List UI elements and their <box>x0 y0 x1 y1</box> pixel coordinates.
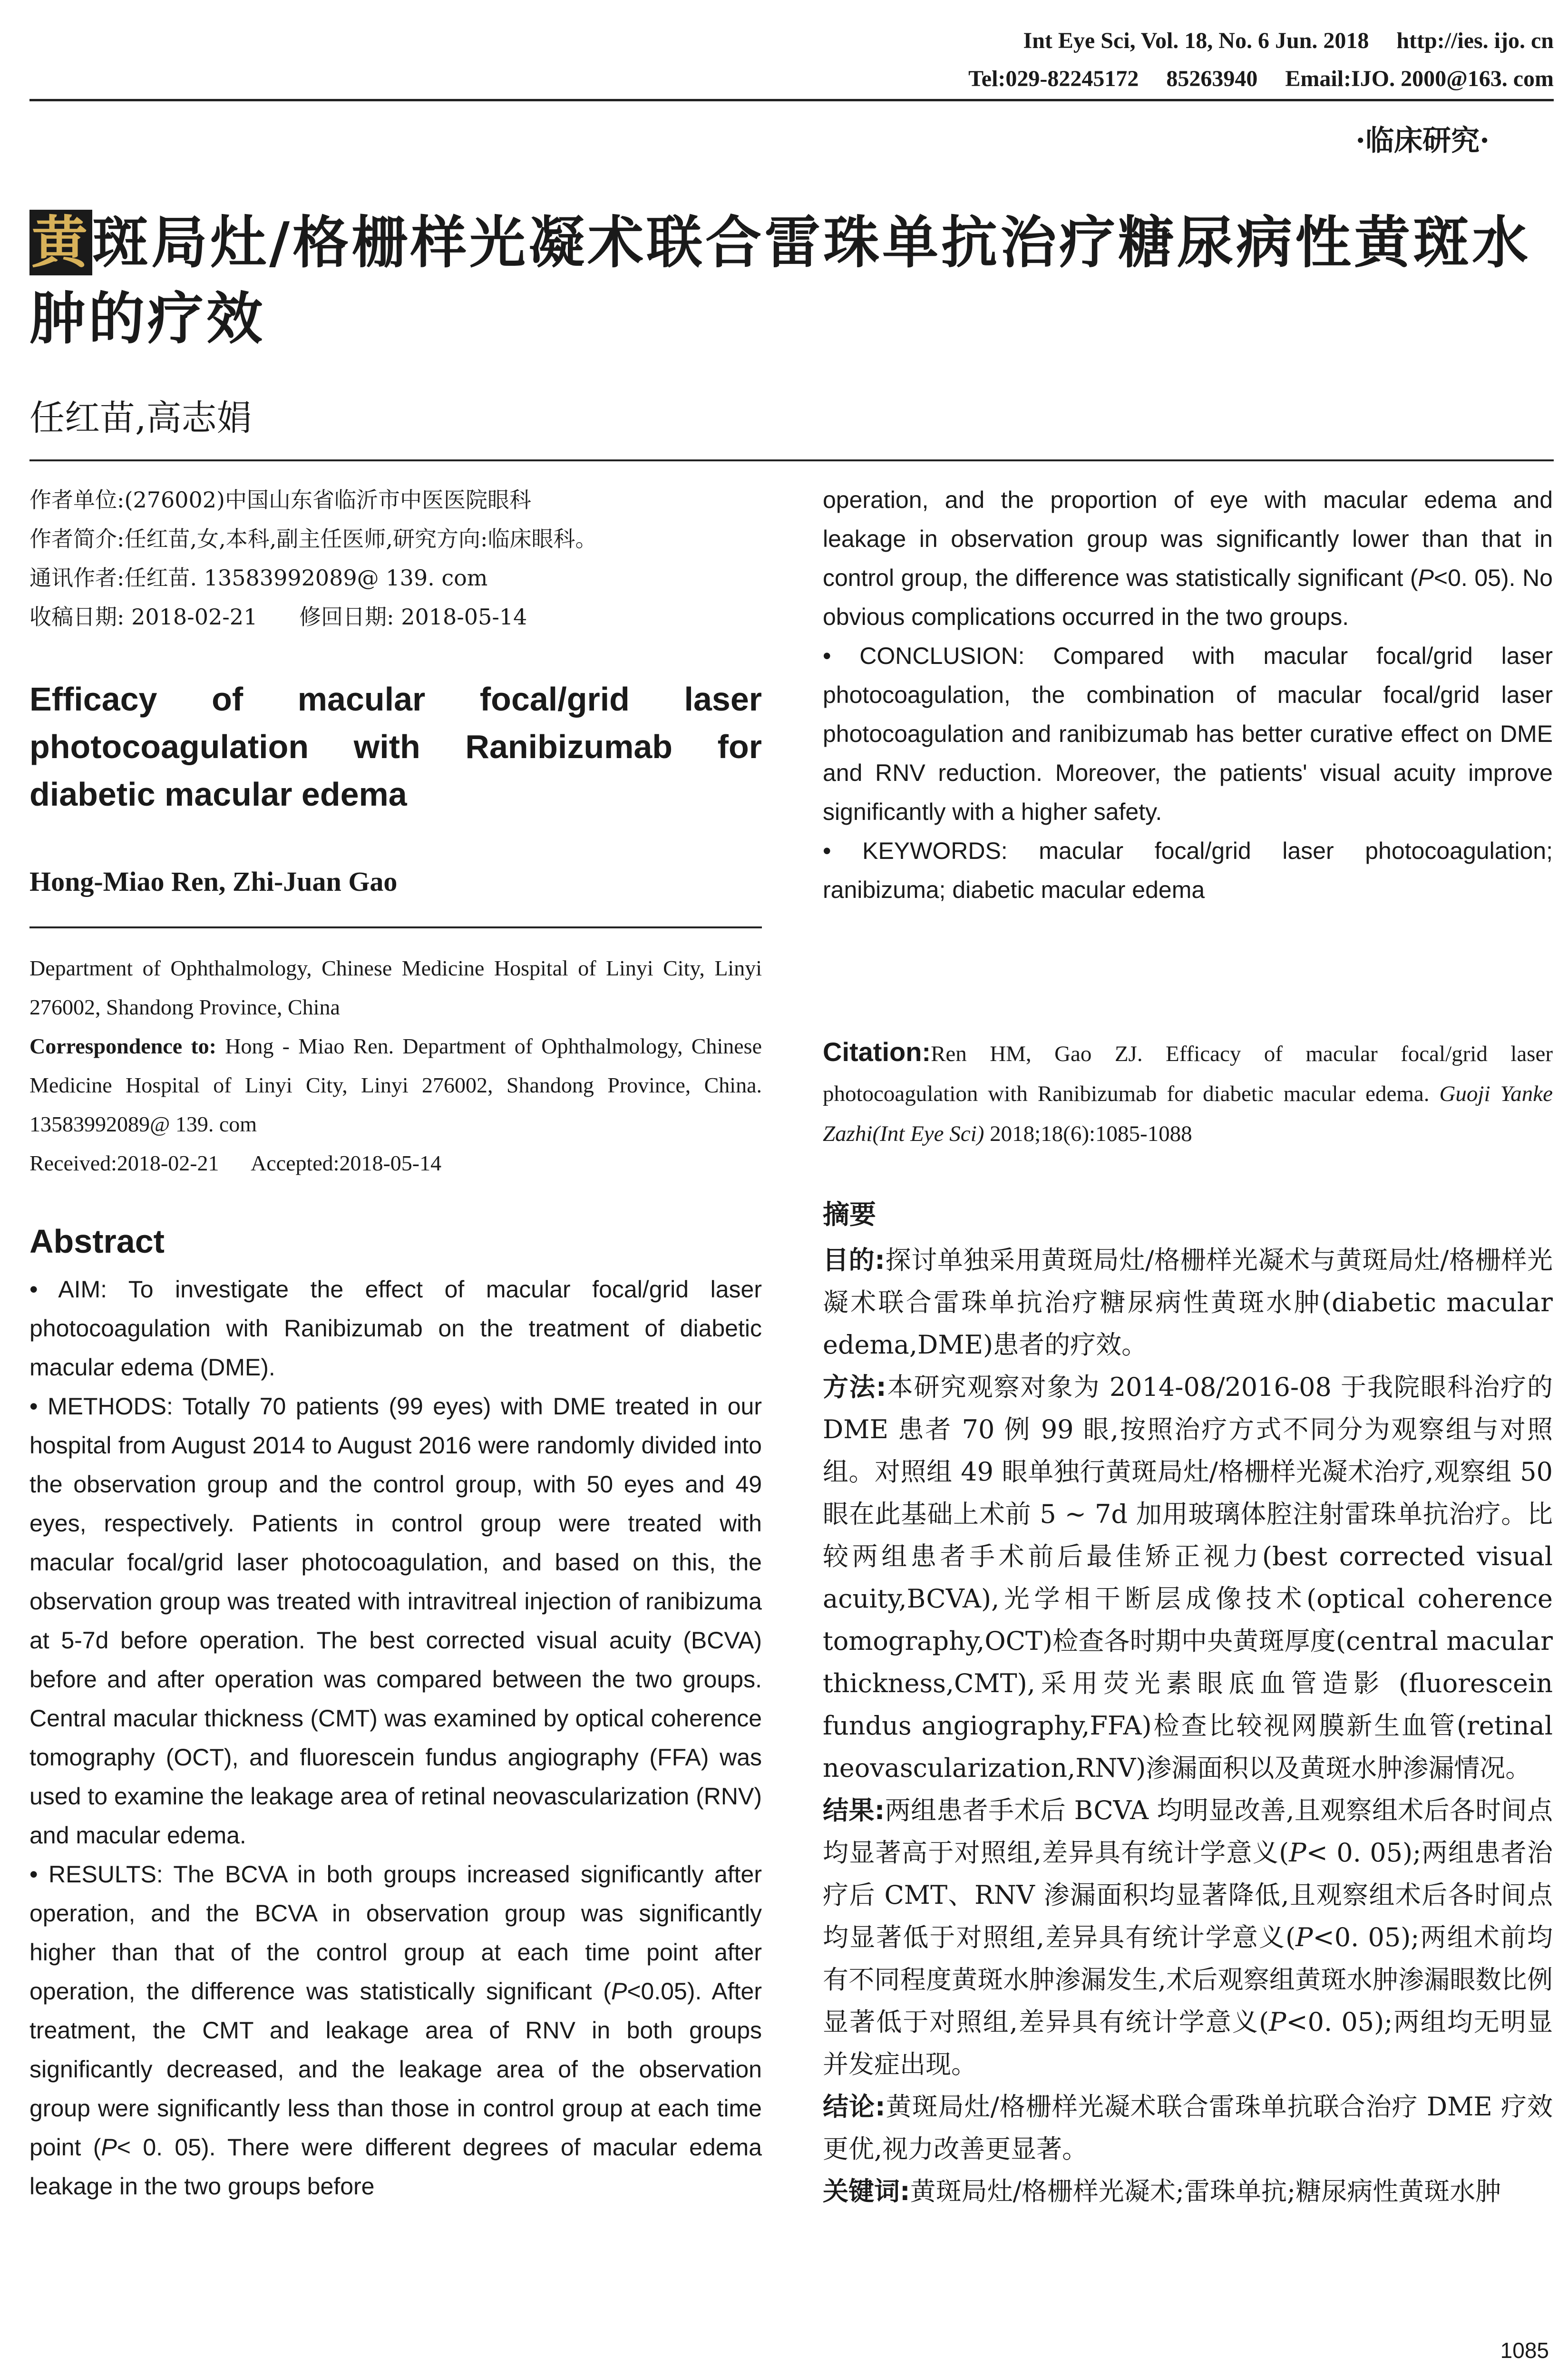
abstract-cn-keywords <box>823 2170 1553 2212</box>
results-cont-text-1: operation, and the proportion of eye with macular edema and leakage in observation group was significantly lower than that in control group, the difference was statistically significant ( <box>823 487 1553 591</box>
keywords-text-cn: 黄斑局灶/格栅样光凝术;雷珠单抗;糖尿病性黄斑水肿 <box>910 2176 1501 2206</box>
results-p1: P <box>611 1978 627 2005</box>
header-contact-line <box>968 66 1554 92</box>
abstract-continued <box>823 480 1553 909</box>
meta-corresponding: 通讯作者:任红苗. 13583992089@ 139. com <box>29 565 488 591</box>
results-cn-p3: P <box>1269 2007 1286 2037</box>
results-text-2: <0.05). After treatment, the CMT and leakage area of RNV in both groups significantly decreased, and the leakage area of the observation group were significantly less than those in control group at each time point ( <box>29 1978 762 2161</box>
meta-affiliation: 作者单位:(276002)中国山东省临沂市中医医院眼科 <box>29 487 531 513</box>
results-cn-p2: P <box>1295 1922 1313 1952</box>
abstract-conclusion: • CONCLUSION: Compared with macular focal/grid laser photocoagulation, the combination of macular focal/grid laser photocoagulation and ranibizumab has better curative effect on DME and RNV reduction. Moreover, the patients' visual acuity improve significantly with a higher safety. <box>823 643 1553 825</box>
article-title-cn <box>29 205 1551 357</box>
citation-journal: Guoji Yanke Zazhi(Int Eye Sci) <box>823 1081 1553 1146</box>
journal-url[interactable]: http://ies. ijo. cn <box>1396 28 1554 53</box>
affiliation-dates: Received:2018-02-21 Accepted:2018-05-14 <box>29 1151 442 1175</box>
results-text-3: < 0. 05). There were different degrees of macular edema leakage in the two groups before <box>29 2134 762 2200</box>
meta-dates: 收稿日期: 2018-02-21 修回日期: 2018-05-14 <box>29 604 527 630</box>
aim-text-cn: 探讨单独采用黄斑局灶/格栅样光凝术与黄斑局灶/格栅样光凝术联合雷珠单抗治疗糖尿病性黄斑水肿(diabetic macular edema,DME)患者的疗效。 <box>823 1245 1553 1360</box>
abstract-cn <box>823 1194 1553 2212</box>
abstract-results-cont <box>823 480 1553 636</box>
conclusion-label-cn: 结论: <box>823 2092 886 2122</box>
abstract-body <box>29 1270 762 2206</box>
citation-text-2: 2018;18(6):1085-1088 <box>984 1121 1192 1146</box>
header-divider <box>29 99 1554 101</box>
conclusion-text-cn: 黄斑局灶/格栅样光凝术联合雷珠单抗联合治疗 DME 疗效更优,视力改善更显著。 <box>823 2092 1553 2164</box>
methods-label-cn: 方法: <box>823 1372 886 1402</box>
results-text-1: • RESULTS: The BCVA in both groups increased significantly after operation, and the BCVA in observation group was significantly higher than that of the control group at each time point after operation, the difference was statistically significant ( <box>29 1861 762 2005</box>
authors-cn: 任红苗,高志娟 <box>29 398 252 438</box>
abstract-aim: • AIM: To investigate the effect of macular focal/grid laser photocoagulation with Ranibizumab on the treatment of diabetic macular edema (DME). <box>29 1276 762 1381</box>
journal-tel2: 85263940 <box>1166 66 1258 91</box>
abstract-cn-heading: 摘要 <box>823 1199 876 1230</box>
results-cn-p1: P <box>1289 1838 1306 1868</box>
citation-label: Citation: <box>823 1037 931 1067</box>
title-rest: 斑局灶/格栅样光凝术联合雷珠单抗治疗糖尿病性黄斑水肿的疗效 <box>29 210 1531 351</box>
results-cn-text-1: 两组患者手术后 BCVA 均明显改善,且观察组术后各时间点均显著高于对照组,差异具有统计学意义( <box>823 1795 1553 1868</box>
results-cn-text-3: <0. 05);两组术前均有不同程度黄斑水肿渗漏发生,术后观察组黄斑水肿渗漏眼数比例显著低于对照组,差异具有统计学意义( <box>823 1922 1553 2037</box>
aim-label-cn: 目的: <box>823 1245 885 1275</box>
results-cont-text-2: <0. 05). No obvious complications occurred in the two groups. <box>823 565 1553 630</box>
affiliation-dept: Department of Ophthalmology, Chinese Medicine Hospital of Linyi City, Linyi 276002, Shandong Province, China <box>29 956 762 1019</box>
journal-issue: Int Eye Sci, Vol. 18, No. 6 Jun. 2018 <box>1023 28 1369 53</box>
abstract-cn-aim <box>823 1239 1553 1366</box>
abstract-cn-conclusion <box>823 2085 1553 2170</box>
abstract-cn-methods <box>823 1366 1553 1789</box>
section-tag: ·临床研究· <box>1355 124 1490 157</box>
abstract-results <box>29 1855 762 2206</box>
citation <box>823 1032 1553 1154</box>
abstract-keywords: • KEYWORDS: macular focal/grid laser photocoagulation; ranibizuma; diabetic macular edema <box>823 838 1553 903</box>
results-p2: P <box>101 2134 117 2161</box>
results-cn-text-2: < 0. 05);两组患者治疗后 CMT、RNV 渗漏面积均显著降低,且观察组术后各时间点均显著低于对照组,差异具有统计学意义( <box>823 1838 1553 1952</box>
abstract-methods: • METHODS: Totally 70 patients (99 eyes) with DME treated in our hospital from August 2014 to August 2016 were randomly divided into the observation group and the control group, with 50 eyes and 49 eyes, respectively. Patients in control group were treated with macular focal/grid laser photocoagulation, and based on this, the observation group was treated with intravitreal injection of ranibizuma at 5-7d before operation. The best corrected visual acuity (BCVA) before and after operation was compared between the two groups. Central macular thickness (CMT) was examined by optical coherence tomography (OCT), and fluorescein fundus angiography (FFA) was used to examine the leakage area of retinal neovascularization (RNV) and macular edema. <box>29 1393 762 1849</box>
correspondence-text: Hong - Miao Ren. Department of Ophthalmology, Chinese Medicine Hospital of Linyi City, Linyi 276002, Shandong Province, China. 13583992089@ 139. com <box>29 1034 762 1136</box>
header-journal-line <box>1023 28 1554 54</box>
authors-divider <box>29 926 762 928</box>
title-divider <box>29 459 1554 461</box>
affiliation-en <box>29 949 762 1183</box>
citation-text-1: Ren HM, Gao ZJ. Efficacy of macular focal/grid laser photocoagulation with Ranibizumab for diabetic macular edema. <box>823 1042 1553 1106</box>
abstract-cn-results <box>823 1789 1553 2085</box>
results-label-cn: 结果: <box>823 1795 885 1825</box>
correspondence-label: Correspondence to: <box>29 1034 216 1058</box>
page-number: 1085 <box>1500 2338 1549 2363</box>
results-cn-text-4: <0. 05);两组均无明显并发症出现。 <box>823 2007 1553 2079</box>
journal-tel: Tel:029-82245172 <box>968 66 1139 91</box>
affiliation-correspondence <box>29 1027 762 1144</box>
abstract-heading: Abstract <box>29 1223 165 1260</box>
title-drop-char: 黄 <box>29 210 92 275</box>
meta-bio: 作者简介:任红苗,女,本科,副主任医师,研究方向:临床眼科。 <box>29 526 597 552</box>
authors-en: Hong-Miao Ren, Zhi-Juan Gao <box>29 866 398 897</box>
results-cont-p: P <box>1418 565 1434 591</box>
keywords-label-cn: 关键词: <box>823 2176 910 2206</box>
methods-text-cn: 本研究观察对象为 2014-08/2016-08 于我院眼科治疗的 DME 患者 70 例 99 眼,按照治疗方式不同分为观察组与对照组。对照组 49 眼单独行黄斑局灶/格栅样光凝术治疗,观察组 50 眼在此基础上术前 5 ~ 7d 加用玻璃体腔注射雷珠单抗治疗。比较两组患者手术前后最佳矫正视力(best corrected visual acuity,BCVA),光学相干断层成像技术(optical coherence tomography,OCT)检查各时期中央黄斑厚度(central macular thickness,CMT),采用荧光素眼底血管造影 (fluorescein fundus angiography,FFA)检查比较视网膜新生血管(retinal neovascularization,RNV)渗漏面积以及黄斑水肿渗漏情况。 <box>823 1372 1553 1783</box>
journal-email[interactable]: Email:IJO. 2000@163. com <box>1285 66 1554 91</box>
article-title-en: Efficacy of macular focal/grid laser photocoagulation with Ranibizumab for diabetic macular edema <box>29 681 762 813</box>
author-meta-cn <box>29 480 762 636</box>
